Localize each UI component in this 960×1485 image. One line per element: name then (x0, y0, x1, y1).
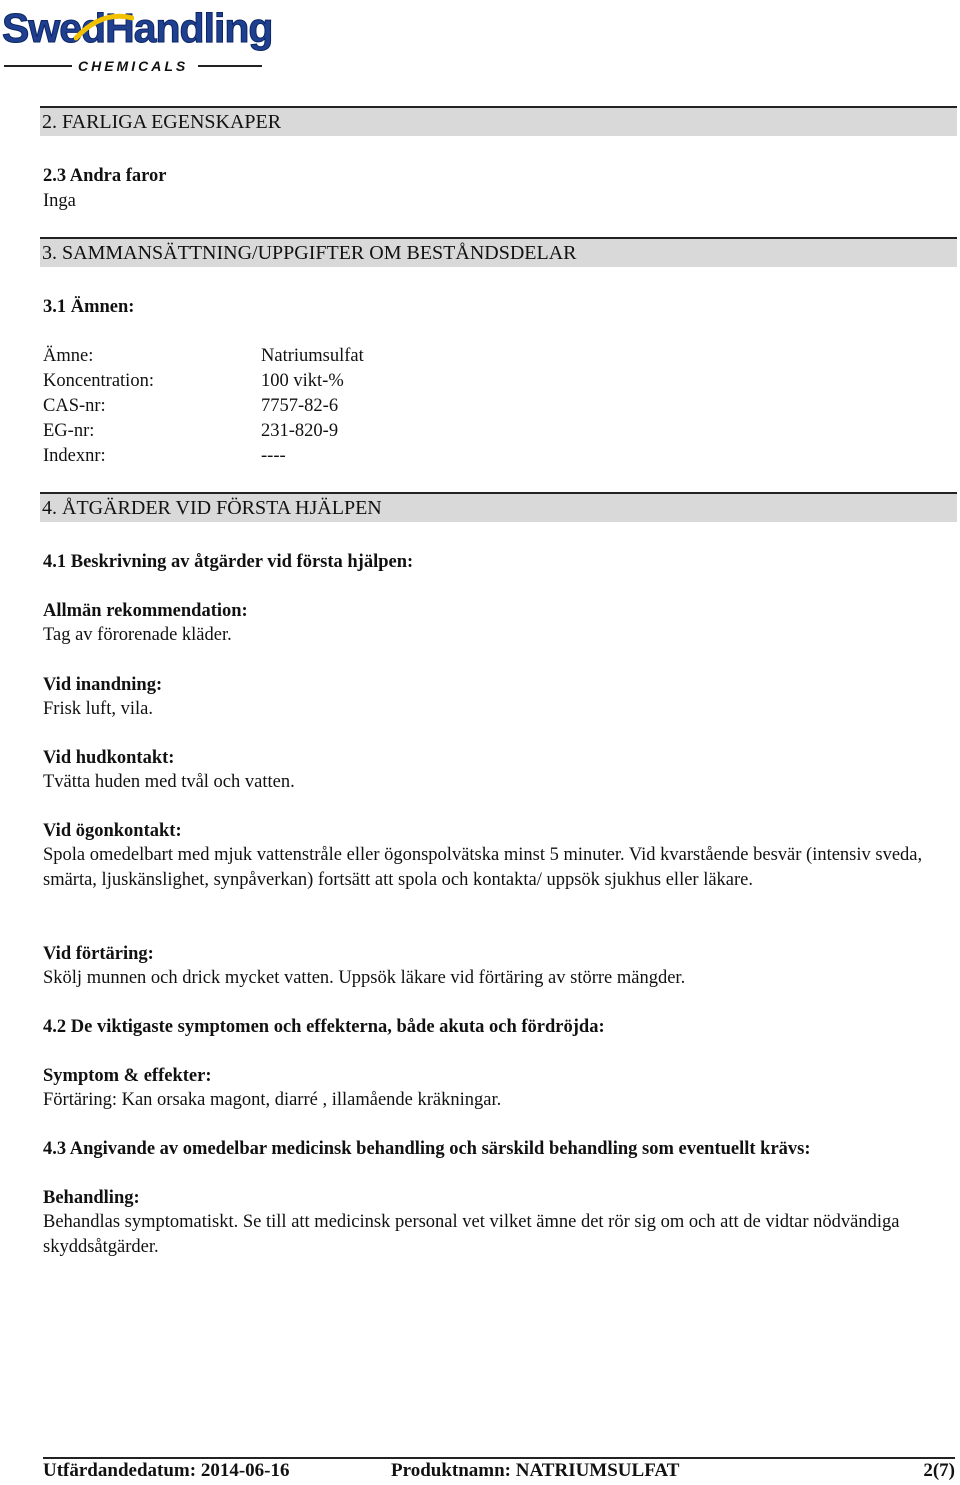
treatment-label: Behandling: (43, 1188, 140, 1208)
product-name (391, 1459, 679, 1483)
symptoms-label: Symptom & effekter: (43, 1066, 212, 1086)
issue-date (43, 1459, 289, 1483)
concentration-label: Koncentration: (43, 371, 154, 391)
concentration-value: 100 vikt-% (261, 371, 344, 391)
page-number: 2(7) (923, 1460, 955, 1481)
product-name-value: NATRIUMSULFAT (515, 1460, 680, 1481)
inhalation-label: Vid inandning: (43, 675, 163, 695)
subsection-4-1-heading: 4.1 Beskrivning av åtgärder vid första hjälpen: (43, 552, 414, 572)
issue-date-label: Utfärdandedatum: (43, 1460, 197, 1481)
ingestion-label: Vid förtäring: (43, 944, 154, 964)
page-footer (43, 1457, 955, 1485)
general-recommendation-label: Allmän rekommendation: (43, 601, 248, 621)
substance-label: Ämne: (43, 346, 94, 366)
general-recommendation-text: Tag av förorenade kläder. (43, 625, 232, 645)
subsection-4-2-heading: 4.2 De viktigaste symptomen och effekterna, både akuta och fördröjda: (43, 1017, 605, 1037)
subsection-3-1-heading: 3.1 Ämnen: (43, 297, 135, 317)
section-4-heading: 4. ÅTGÄRDER VID FÖRSTA HJÄLPEN (40, 492, 957, 522)
logo-wordmark: SwedHandling (2, 5, 273, 51)
index-value: ---- (261, 446, 286, 466)
eg-value: 231-820-9 (261, 421, 339, 441)
subsection-4-3-heading: 4.3 Angivande av omedelbar medicinsk behandling och särskild behandling som eventuellt krävs: (43, 1139, 811, 1159)
eye-contact-text: Spola omedelbart med mjuk vattenstråle eller ögonspolvätska minst 5 minuter. Vid kvarstående besvär (intensiv sveda, smärta, ljuskänslighet, synpåverkan) fortsätt att spola och kontakta/ uppsök sjukhus eller läkare. (43, 845, 923, 890)
cas-value: 7757-82-6 (261, 396, 339, 416)
skin-contact-label: Vid hudkontakt: (43, 748, 175, 768)
substance-value: Natriumsulfat (261, 346, 364, 366)
cas-label: CAS-nr: (43, 396, 106, 416)
company-logo (2, 4, 273, 74)
ingestion-text: Skölj munnen och drick mycket vatten. Uppsök läkare vid förtäring av större mängder. (43, 968, 686, 988)
subsection-2-3-heading: 2.3 Andra faror (43, 166, 167, 186)
subsection-2-3-text: Inga (43, 191, 76, 211)
section-3-heading: 3. SAMMANSÄTTNING/UPPGIFTER OM BESTÅNDSDELAR (40, 237, 957, 267)
treatment-text: Behandlas symptomatiskt. Se till att medicinsk personal vet vilket ämne det rör sig om och att de vidtar nödvändiga skyddsåtgärder. (43, 1212, 900, 1257)
issue-date-value: 2014-06-16 (200, 1460, 290, 1481)
section-2-heading: 2. FARLIGA EGENSKAPER (40, 106, 957, 136)
index-label: Indexnr: (43, 446, 106, 466)
logo-subtitle: CHEMICALS (2, 57, 264, 75)
inhalation-text: Frisk luft, vila. (43, 699, 153, 719)
skin-contact-text: Tvätta huden med tvål och vatten. (43, 772, 295, 792)
eye-contact-label: Vid ögonkontakt: (43, 821, 182, 841)
product-name-label: Produktnamn: (391, 1460, 512, 1481)
symptoms-text: Förtäring: Kan orsaka magont, diarré , illamående kräkningar. (43, 1090, 502, 1110)
logo-swoosh-icon (74, 8, 134, 48)
eg-label: EG-nr: (43, 421, 95, 441)
